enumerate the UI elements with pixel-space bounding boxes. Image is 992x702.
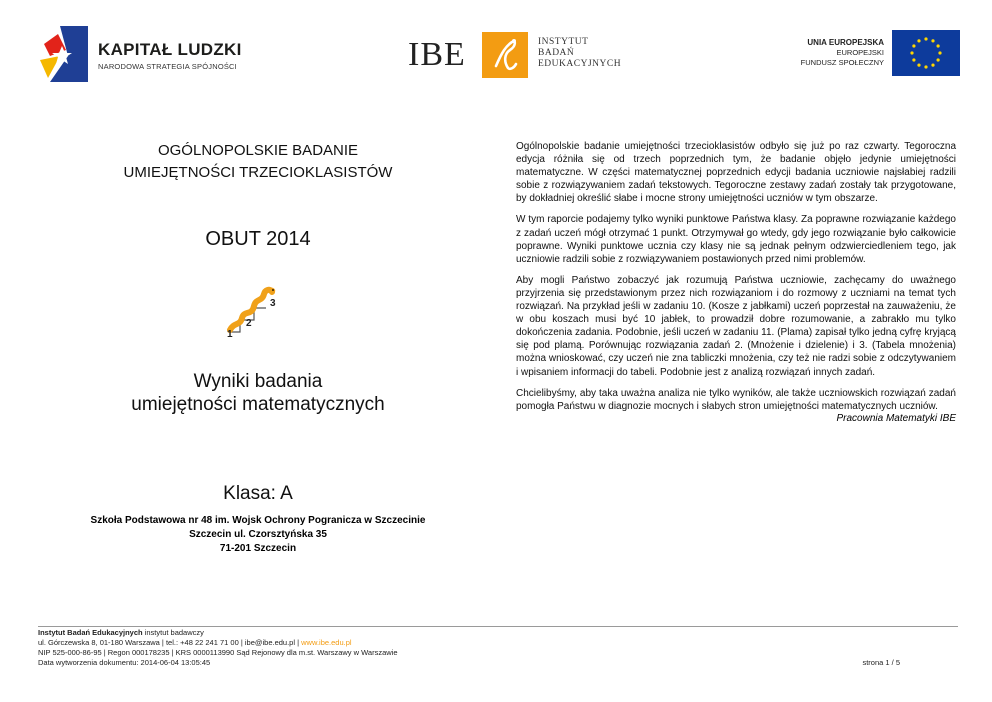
eu-star-icon xyxy=(912,44,915,47)
kapital-ludzki-subtitle: NARODOWA STRATEGIA SPÓJNOŚCI xyxy=(98,62,237,71)
survey-title-line2: UMIEJĘTNOŚCI TRZECIOKLASISTÓW xyxy=(123,164,393,181)
ibe-abbr: IBE xyxy=(408,36,466,73)
intro-paragraph-3: Aby mogli Państwo zobaczyć jak rozumują Państwa uczniowie, zachęcamy do uważnego przyjrzenia się przedstawionym przez nich rozwiązaniom i do rozmowy z uczniami na temat tych rozwiązań. Na przykład jeśli w zadaniu 10. (Kosze z jabłkami) uczeń poprzestał na zauważeniu, że w obu koszach musi być 10 jabłek, to prowadził dobre rozumowanie, a zabrakło mu tylko dokończenia zadania. Podobnie, jeśli uczeń w zadaniu 11. (Plama) zapisał tylko jedną cyfrę kryjącą się pod plamą. Porównując rozwiązania zadań 2. (Mnożenie i dzielenie) i 3. (Tabela mnożenia) można wnioskować, czy uczeń nie zna tabliczki mnożenia, czy też nie radzi sobie z odczytywaniem i wpisaniem informacji do tabeli. Podobnie jest z analizą rozwiązań innych zadań. xyxy=(516,274,956,378)
eu-title: UNIA EUROPEJSKA xyxy=(807,38,884,47)
kapital-ludzki-logo xyxy=(40,26,270,86)
ibe-logo xyxy=(408,32,638,82)
eu-star-icon xyxy=(910,51,913,54)
survey-title-line1: OGÓLNOPOLSKIE BADANIE xyxy=(157,142,359,159)
footer-divider xyxy=(38,626,958,627)
ibe-name-line3: EDUKACYJNYCH xyxy=(538,59,622,69)
intro-paragraph-2: W tym raporcie podajemy tylko wyniki punktowe Państwa klasy. Za poprawne rozwiązanie każdego z zadań uczeń mógł otrzymać 1 punkt. Otrzymywał go wtedy, gdy jego rozwiązanie było całkowicie poprawne. Wyniki punktowe ucznia czy klasy nie są jednak pełnym odzwierciedleniem tego, jak uczniowie radzili sobie z rozwiązywaniem postawionych przed nimi problemów. xyxy=(516,214,956,265)
footer-address: ul. Górczewska 8, 01-180 Warszawa | tel.: +48 22 241 71 00 | ibe@ibe.edu.pl | xyxy=(38,638,302,647)
school-address: Szczecin ul. Czorsztyńska 35 xyxy=(189,529,327,540)
results-title-line1: Wyniki badania xyxy=(193,371,323,392)
school-info xyxy=(58,514,458,556)
eu-star-icon xyxy=(917,64,920,67)
eu-text xyxy=(801,38,884,68)
eu-star-icon xyxy=(937,58,940,61)
snake-mascot-icon xyxy=(220,282,284,338)
eu-star-icon xyxy=(917,39,920,42)
ibe-name-line1: INSTYTUT xyxy=(538,37,589,47)
obut-title: OBUT 2014 xyxy=(205,228,311,250)
footer-institute-line xyxy=(38,628,958,638)
eu-star-icon xyxy=(937,44,940,47)
results-title-line2: umiejętności matematycznych xyxy=(131,394,385,415)
eu-flag-icon xyxy=(892,30,960,76)
class-label: Klasa: A xyxy=(223,483,293,504)
eu-logo xyxy=(780,30,960,82)
page-number: strona 1 / 5 xyxy=(862,658,900,667)
ibe-name xyxy=(538,37,621,70)
footer-website-link[interactable]: www.ibe.edu.pl xyxy=(301,638,352,647)
eu-star-icon xyxy=(931,39,934,42)
intro-paragraph-1: Ogólnopolskie badanie umiejętności trzecioklasistów odbyło się już po raz czwarty. Tegoroczna edycja różniła się od trzech poprzednich tym, że badanie objęło jedynie umiejętności matematyczne. W części matematycznej poprzednich edycji badania uczniowie najsłabiej radzili sobie z rozwiązywaniem zadań tekstowych. Tegoroczne zestawy zadań zostały tak przygotowane, by dokładniej określić słabe i mocne strony umiejętności uczniów w tym obszarze. xyxy=(516,141,956,205)
results-title xyxy=(58,370,458,416)
eu-star-icon xyxy=(938,51,941,54)
footer-institute-type: instytut badawczy xyxy=(142,628,204,637)
footer-address-line xyxy=(38,638,958,648)
kapital-ludzki-mark-icon xyxy=(40,26,88,82)
signature: Pracownia Matematyki IBE xyxy=(836,412,956,424)
intro-paragraph-4: Chcielibyśmy, aby taka uważna analiza nie tylko wyników, ale także uczniowskich rozwiązań zadań pomogła Państwu w diagnozie mocnych i słabych stron umiejętności matematycznych uczniów. xyxy=(516,387,956,412)
footer-created: Data wytworzenia dokumentu: 2014-06-04 13:05:45 xyxy=(38,658,211,667)
eu-line3: FUNDUSZ SPOŁECZNY xyxy=(800,58,884,67)
footer-registry: NIP 525-000-86-95 | Regon 000178235 | KRS 0000113990 Sąd Rejonowy dla m.st. Warszawy w Warszawie xyxy=(38,648,398,657)
eu-line2: EUROPEJSKI xyxy=(836,48,884,57)
mascot-step-2: 2 xyxy=(246,318,252,329)
ibe-name-line2: BADAŃ xyxy=(538,48,575,58)
eu-star-icon xyxy=(924,65,927,68)
school-name: Szkoła Podstawowa nr 48 im. Wojsk Ochrony Pogranicza w Szczecinie xyxy=(90,515,426,526)
intro-text-column xyxy=(516,140,956,424)
eu-star-icon xyxy=(924,37,927,40)
survey-title xyxy=(58,140,458,184)
kapital-ludzki-title: KAPITAŁ LUDZKI xyxy=(98,40,242,59)
footer-institute: Instytut Badań Edukacyjnych xyxy=(38,628,143,637)
ibe-badge-icon xyxy=(482,32,528,78)
eu-star-icon xyxy=(931,64,934,67)
mascot-step-1: 1 xyxy=(227,329,233,338)
school-postcode: 71-201 Szczecin xyxy=(219,543,297,554)
mascot-step-3: 3 xyxy=(270,298,276,309)
footer xyxy=(38,628,958,668)
eu-star-icon xyxy=(912,58,915,61)
